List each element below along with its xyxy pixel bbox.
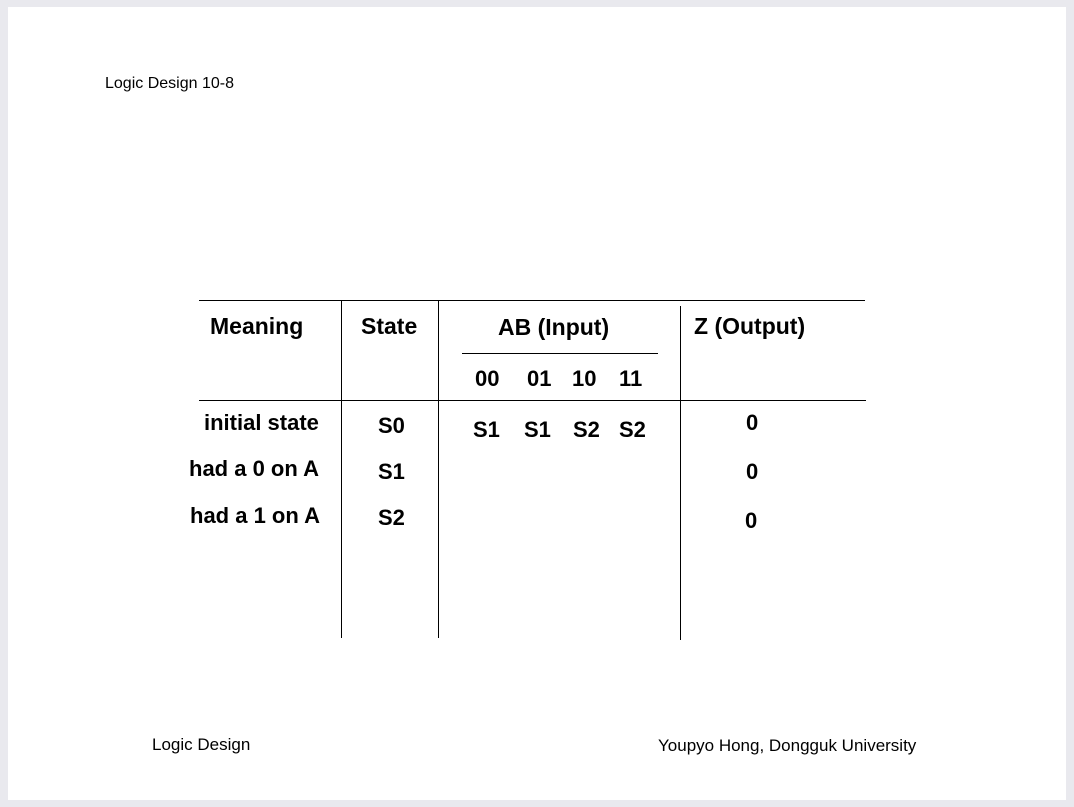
input-code: 11 xyxy=(619,366,643,391)
meaning-state-divider xyxy=(341,301,342,638)
input-code: 10 xyxy=(572,366,597,391)
next-state: S1 xyxy=(473,417,500,442)
column-header-state: State xyxy=(361,313,418,339)
row-state: S2 xyxy=(378,505,405,530)
slide-header: Logic Design 10-8 xyxy=(105,75,234,92)
input-code: 01 xyxy=(527,366,552,391)
next-state: S2 xyxy=(619,417,646,442)
slide xyxy=(8,7,1066,800)
footer-author: Youpyo Hong, Dongguk University xyxy=(658,736,917,755)
row-state: S0 xyxy=(378,413,405,438)
input-output-divider xyxy=(680,306,681,640)
table-top-rule xyxy=(199,300,865,301)
row-meaning: had a 1 on A xyxy=(190,503,320,528)
row-meaning: initial state xyxy=(204,410,319,435)
row-output: 0 xyxy=(746,410,759,435)
column-header-meaning: Meaning xyxy=(210,313,304,339)
row-output: 0 xyxy=(746,459,759,484)
column-header-output: Z (Output) xyxy=(694,313,806,339)
input-header-rule xyxy=(462,353,658,354)
column-header-input: AB (Input) xyxy=(498,314,610,340)
input-code: 00 xyxy=(475,366,500,391)
next-state: S2 xyxy=(573,417,600,442)
row-state: S1 xyxy=(378,459,405,484)
table-header-rule xyxy=(199,400,866,401)
state-input-divider xyxy=(438,301,439,638)
row-meaning: had a 0 on A xyxy=(189,456,319,481)
row-output: 0 xyxy=(745,508,758,533)
next-state: S1 xyxy=(524,417,551,442)
footer-course: Logic Design xyxy=(152,735,251,754)
